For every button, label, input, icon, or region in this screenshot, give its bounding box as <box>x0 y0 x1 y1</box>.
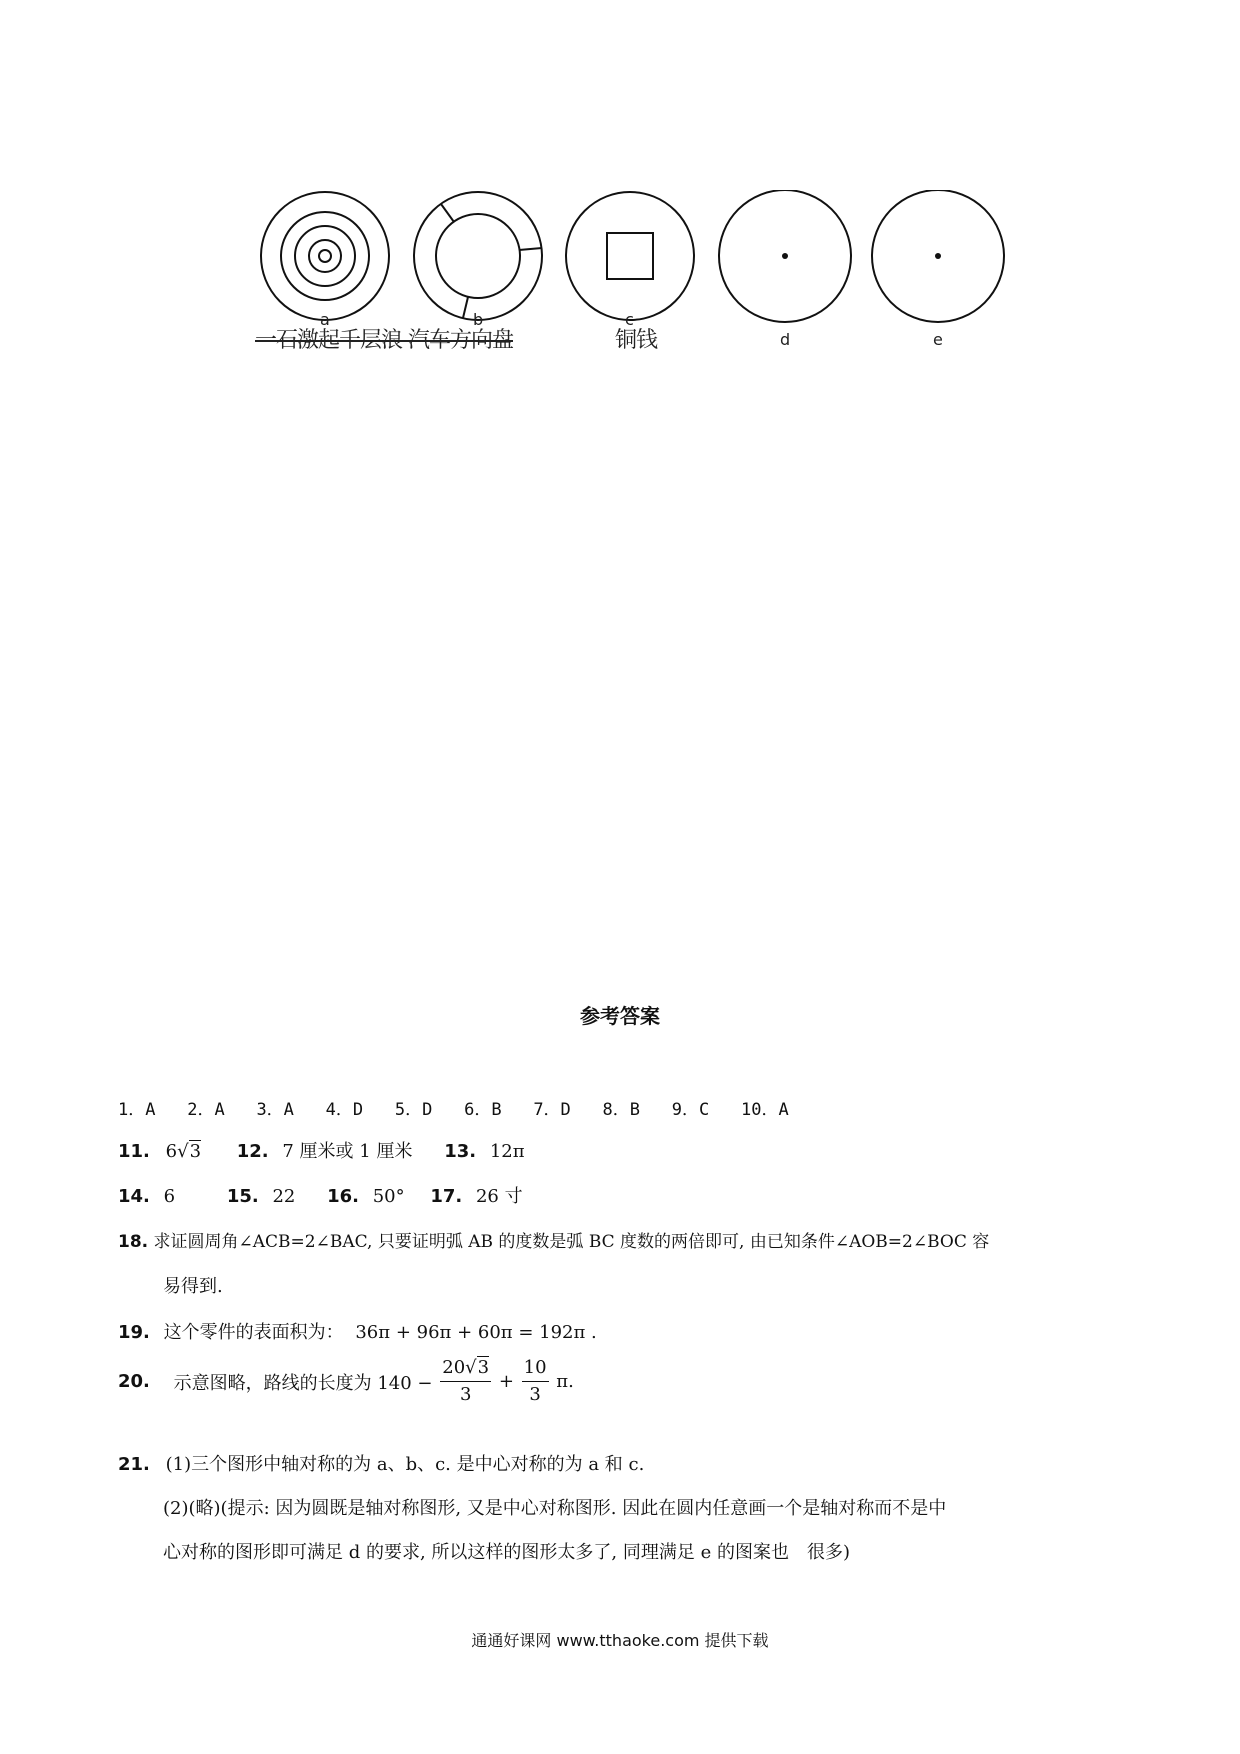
q19-number: 19. <box>118 1322 150 1343</box>
mc-answer: 7．D <box>533 1100 571 1120</box>
q20-fraction-1: $\frac{20√3}{3}$ <box>440 1355 491 1408</box>
answer-line-18 <box>118 1227 989 1252</box>
mc-answer: 5．D <box>394 1100 433 1120</box>
figure-c-coin <box>566 192 694 320</box>
q17-number: 17. <box>430 1186 463 1207</box>
q20-tail: π. <box>556 1371 574 1392</box>
answer-line-11-13 <box>118 1137 525 1163</box>
figure-circles <box>255 190 1055 330</box>
q13-answer: 12π <box>489 1141 525 1162</box>
figure-a-concentric-circles <box>261 192 389 320</box>
figure-e-circle <box>872 190 1004 322</box>
mc-answer: 9．C <box>671 1100 710 1120</box>
q11-number: 11. <box>118 1141 150 1162</box>
q11-answer: 6√3 <box>165 1141 202 1162</box>
answer-line-18b: 易得到. <box>163 1276 223 1297</box>
q20-f1-denominator: 3 <box>459 1384 472 1405</box>
q20-f2-numerator: 10 <box>522 1355 549 1382</box>
q18-number: 18. <box>118 1232 149 1252</box>
figure-row <box>255 190 1055 360</box>
q16-number: 16. <box>327 1186 359 1207</box>
answer-line-21c: 心对称的图形即可满足 d 的要求, 所以这样的图形太多了, 同理满足 e 的图案也 很多) <box>163 1542 850 1563</box>
answer-line-21b: (2)(略)(提示: 因为圆既是轴对称图形, 又是中心对称图形. 因此在圆内任意画一个是轴对称而不是中 <box>163 1498 947 1519</box>
answer-line-14-17 <box>118 1182 523 1208</box>
q15-answer: 22 <box>272 1186 296 1207</box>
q11-radicand: 3 <box>189 1141 202 1162</box>
answer-line-19 <box>118 1318 597 1344</box>
figure-label-a: a <box>320 310 330 329</box>
q18-text: 求证圆周角∠ACB=2∠BAC, 只要证明弧 AB 的度数是弧 BC 度数的两倍即可, 由已知条件∠AOB=2∠BOC 容 <box>153 1232 990 1252</box>
q20-f1-radicand: 3 <box>477 1357 490 1378</box>
mc-answer: 10．A <box>740 1100 789 1120</box>
mc-answers <box>118 1095 815 1120</box>
page-footer: 通通好课网 www.tthaoke.com 提供下载 <box>471 1631 769 1650</box>
q17-answer: 26 寸 <box>475 1186 523 1207</box>
q20-f2-denominator: 3 <box>529 1384 541 1405</box>
answer-line-21 <box>118 1450 644 1476</box>
q19-text: 这个零件的表面积为： <box>163 1322 344 1343</box>
figure-caption-mid: 铜钱 <box>615 328 658 353</box>
mc-answer: 3．A <box>256 1100 294 1120</box>
q20-number: 20. <box>118 1371 150 1392</box>
figure-caption-left: 一石激起千层浪 汽车方向盘 <box>255 328 513 353</box>
q20-f1-coef: 20 <box>442 1357 466 1378</box>
answer-title: 参考答案 <box>580 1004 660 1028</box>
q20-text: 示意图略，路线的长度为 140 − <box>173 1372 433 1394</box>
figure-label-c: c <box>625 310 634 329</box>
figure-b-steering-wheel <box>414 192 542 320</box>
figure-label-b: b <box>473 310 484 329</box>
q12-number: 12. <box>236 1141 269 1162</box>
mc-answer: 1．A <box>118 1100 156 1120</box>
q15-number: 15. <box>226 1186 259 1207</box>
q11-coef: 6 <box>165 1141 178 1162</box>
q14-answer: 6 <box>163 1186 176 1207</box>
q20-plus: + <box>498 1371 514 1392</box>
figure-label-d: d <box>780 330 791 349</box>
mc-answer: 6．B <box>464 1100 502 1120</box>
figure-d-circle <box>719 190 851 322</box>
q13-number: 13. <box>444 1141 477 1162</box>
q20-fraction-2 <box>522 1355 549 1408</box>
mc-answer: 4．D <box>325 1100 364 1120</box>
q12-answer: 7 厘米或 1 厘米 <box>282 1141 413 1162</box>
mc-answer: 8．B <box>602 1100 641 1120</box>
figure-label-e: e <box>933 330 943 349</box>
q21-number: 21. <box>118 1454 150 1475</box>
q16-answer: 50° <box>372 1186 405 1207</box>
q21-part1: (1)三个图形中轴对称的为 a、b、c. 是中心对称的为 a 和 c. <box>165 1454 645 1475</box>
mc-answer: 2．A <box>187 1100 225 1120</box>
answer-line-20 <box>118 1355 574 1408</box>
q19-formula: 36π + 96π + 60π = 192π . <box>355 1322 597 1343</box>
q14-number: 14. <box>118 1186 150 1207</box>
